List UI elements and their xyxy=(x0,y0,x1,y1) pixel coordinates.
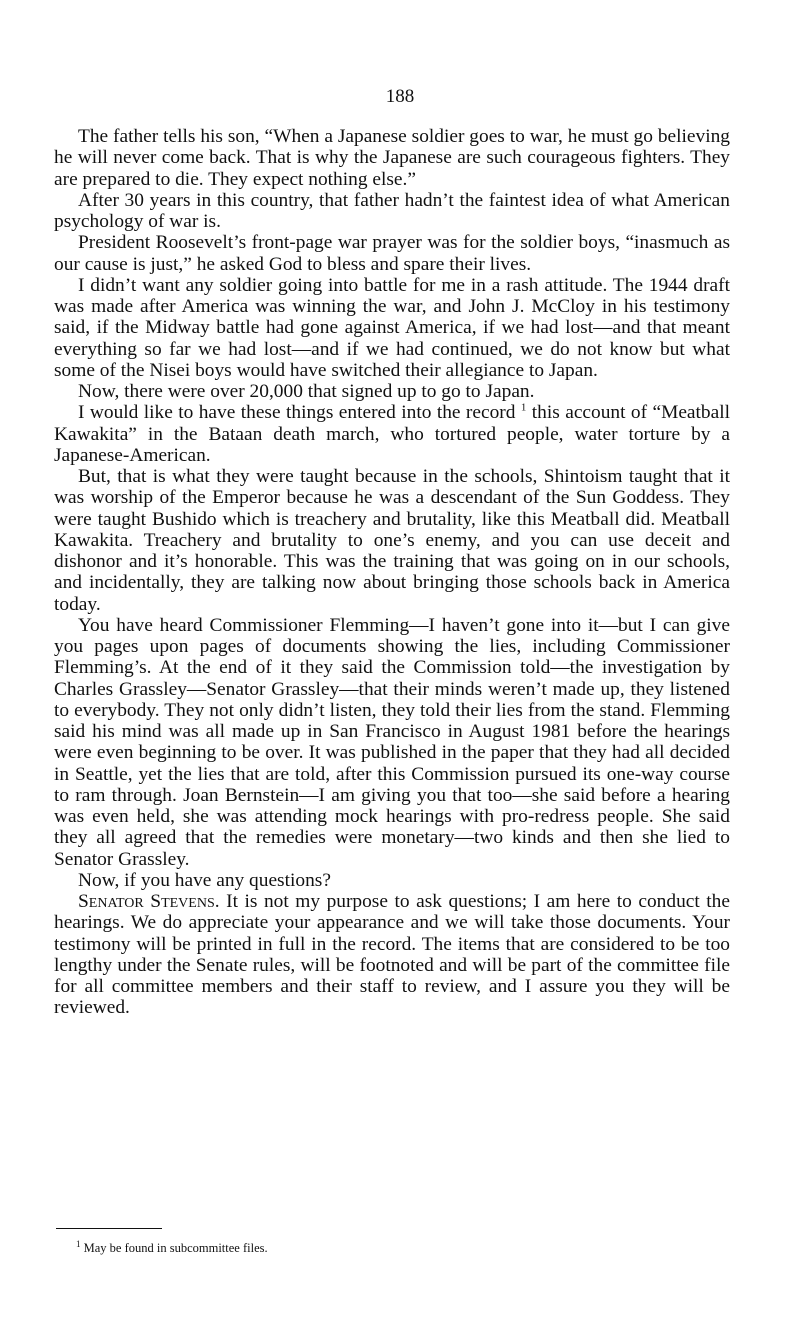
paragraph-father-tells-son: The father tells his son, “When a Japanese soldier goes to war, he must go believing he will never come back. That is why the Japanese are such courageous fighters. They are prepared to die. They expect nothing else.” xyxy=(54,126,730,190)
stevens-statement: It is not my purpose to ask questions; I am here to conduct the hearings. We do appreciate your appearance and we will take those documents. Your testimony will be printed in full in the record. The items that are considered to be too lengthy under the Senate rules, will be footnoted and will be part of the committee file for all committee members and their staff to review, and I assure you they will be reviewed. xyxy=(54,891,730,1019)
footnote-mark: 1 xyxy=(76,1238,81,1249)
body-text xyxy=(54,126,730,1019)
paragraph-enter-record xyxy=(54,402,730,466)
paragraph-shintoism: But, that is what they were taught because in the schools, Shintoism taught that it was worship of the Emperor because he was a descendant of the Sun Goddess. They were taught Bushido which is treachery and brutality, like this Meatball did. Meatball Kawakita. Treachery and brutality to one’s enemy, and you can use deceit and dishonor and it’s honorable. This was the training that was going on in our schools, and incidentally, they are talking now about bringing those schools back in America today. xyxy=(54,466,730,615)
page-number: 188 xyxy=(385,86,415,107)
paragraph-1944-draft: I didn’t want any soldier going into battle for me in a rash attitude. The 1944 draft was made after America was winning the war, and John J. McCloy in his testimony said, if the Midway battle had gone against America, if we had lost—and that meant everything so far we had lost—and if we had continued, we do not know but what some of the Nisei boys would have switched their allegiance to Japan. xyxy=(54,274,730,381)
paragraph-thirty-years: After 30 years in this country, that father hadn’t the faintest idea of what American psychology of war is. xyxy=(54,189,730,232)
record-text-before: I would like to have these things entered into the record xyxy=(78,402,521,424)
record-text-after: this account of “Meatball Kawakita” in the Bataan death march, who tortured people, water torture by a Japanese-American. xyxy=(54,402,730,466)
paragraph-commissioner-flemming: You have heard Commissioner Flemming—I haven’t gone into it—but I can give you pages upon pages of documents showing the lies, including Commissioner Flemming’s. At the end of it they said the Commission told—the investigation by Charles Grassley—Senator Grassley—that their minds weren’t made up, they listened to everybody. They not only didn’t listen, they told their lies from the stand. Flemming said his mind was all made up in San Francisco in August 1981 before the hearings were even beginning to be over. It was published in the paper that they had all decided in Seattle, yet the lies that are told, after this Commission pursued its one-way course to ram through. Joan Bernstein—I am giving you that too—she said before a hearing was even held, she was attending mock hearings with pro-redress people. She said they all agreed that the remedies were monetary—two kinds and then she lied to Senator Grassley. xyxy=(54,614,730,870)
paragraph-any-questions: Now, if you have any questions? xyxy=(78,869,331,891)
paragraph-senator-stevens xyxy=(54,891,730,1019)
paragraph-roosevelt-prayer: President Roosevelt’s front-page war prayer was for the soldier boys, “inasmuch as our cause is just,” he asked God to bless and spare their lives. xyxy=(54,232,730,275)
footnote-text: May be found in subcommittee files. xyxy=(80,1241,268,1255)
footnote-reference: 1 xyxy=(520,401,527,414)
footnote xyxy=(56,1240,736,1256)
paragraph-signed-up-japan: Now, there were over 20,000 that signed up to go to Japan. xyxy=(78,381,535,402)
speaker-name: Senator Stevens. xyxy=(78,891,220,912)
footnote-divider xyxy=(56,1228,162,1229)
